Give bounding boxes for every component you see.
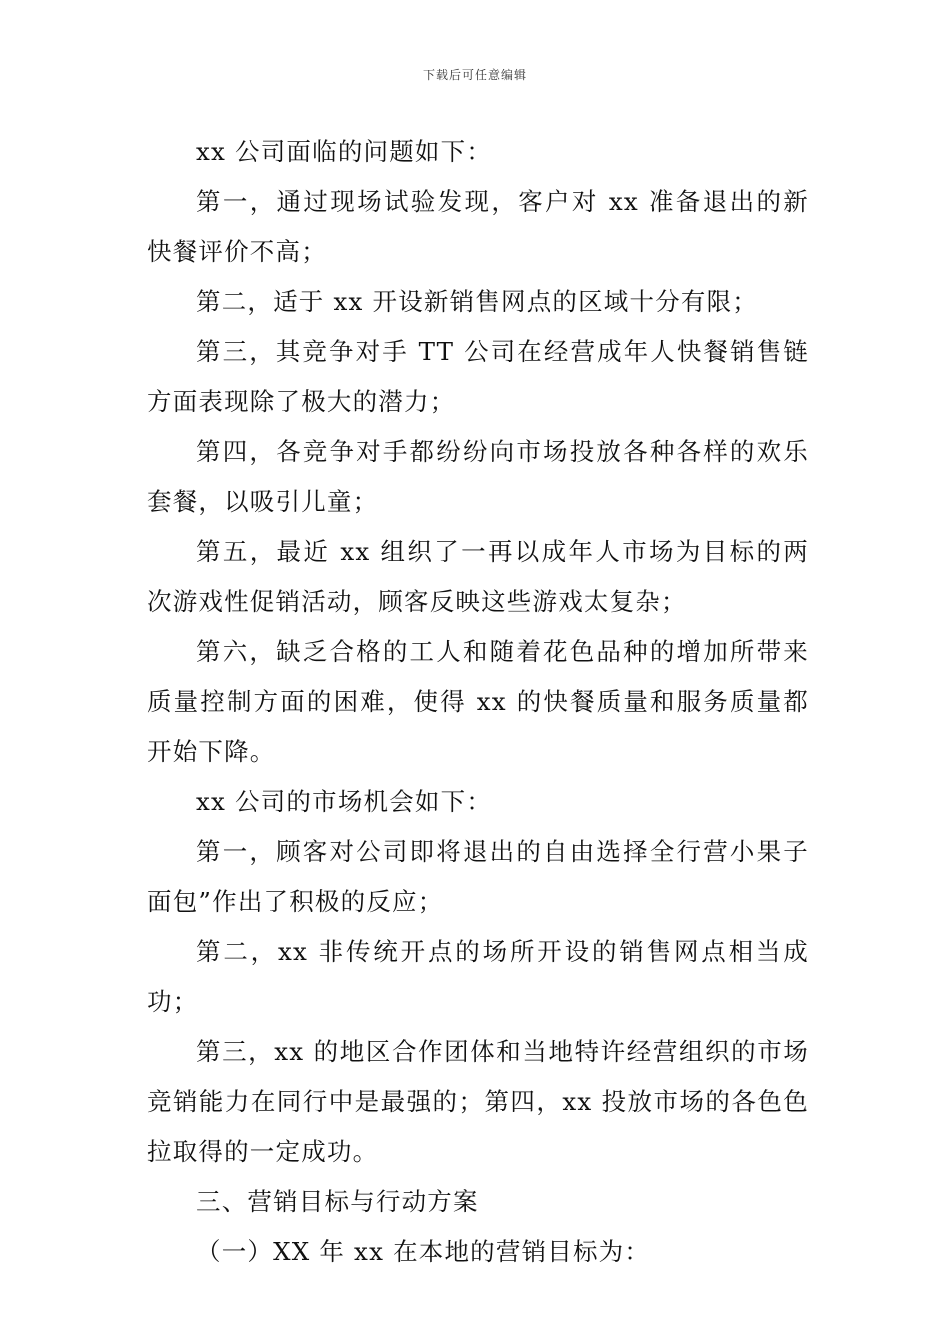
problem-1: 第一，通过现场试验发现，客户对 xx 准备退出的新快餐评价不高； (147, 187, 809, 266)
document-body (147, 127, 809, 1277)
problem-3: 第三，其竞争对手 TT 公司在经营成年人快餐销售链方面表现除了极大的潜力； (147, 337, 809, 416)
problem-5: 第五，最近 xx 组织了一再以成年人市场为目标的两次游戏性促销活动，顾客反映这些游戏太复杂； (147, 537, 809, 616)
subsection-heading-local-goals: （一）XX 年 xx 在本地的营销目标为： (196, 1237, 651, 1266)
opportunity-1: 第一，顾客对公司即将退出的自由选择全行营小果子面包”作出了积极的反应； (147, 837, 809, 916)
problem-4: 第四，各竞争对手都纷纷向市场投放各种各样的欢乐套餐，以吸引儿童； (147, 437, 809, 516)
opportunity-2: 第二，xx 非传统开点的场所开设的销售网点相当成功； (147, 937, 809, 1016)
section-heading-marketing-goals: 三、营销目标与行动方案 (196, 1187, 479, 1216)
problems-heading: xx 公司面临的问题如下： (196, 137, 493, 166)
opportunity-3-4: 第三，xx 的地区合作团体和当地特许经营组织的市场竞销能力在同行中是最强的；第四，xx 投放市场的各色色拉取得的一定成功。 (147, 1037, 809, 1166)
problem-2: 第二，适于 xx 开设新销售网点的区域十分有限； (196, 287, 759, 316)
problem-6: 第六，缺乏合格的工人和随着花色品种的增加所带来质量控制方面的困难，使得 xx 的快餐质量和服务质量都开始下降。 (147, 637, 809, 766)
opportunities-heading: xx 公司的市场机会如下： (196, 787, 493, 816)
page-header-note: 下载后可任意编辑 (422, 68, 527, 82)
